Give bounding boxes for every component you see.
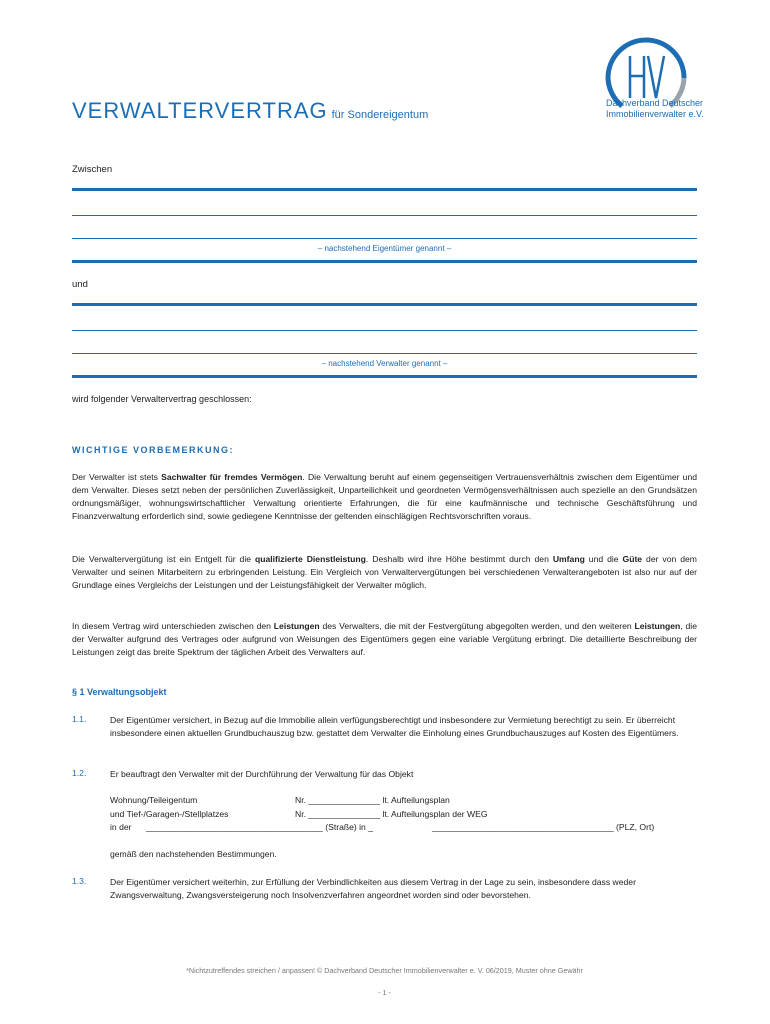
object-terms-text: gemäß den nachstehenden Bestimmungen. [110,849,277,859]
between-label: Zwischen [72,164,113,175]
remark-paragraph-3: In diesem Vertrag wird unterschieden zwischen den Leistungen des Verwalters, die mit der Festvergütung abgegolten werden, und den weiteren Leistungen, die der Verwalter aufgrund des Vertrages oder aufgrund von Weisungen des Eigentümers gegen eine variable Vergütung erbringt. Die detaillierte Beschreibung der Leistungen zeigt das breite Spektrum der täglichen Arbeit des Verwalters auf. [72,621,697,657]
object-row3-label: in der [110,822,132,832]
logo-caption-line2: Immobilienverwalter e.V. [606,109,704,119]
manager-note: – nachstehend Verwalter genannt – [321,359,448,368]
title-subtitle: für Sondereigentum [331,109,429,121]
document-title [72,98,428,124]
manager-divider-top [72,303,697,306]
logo-caption-line1: Dachverband Deutscher [606,98,704,108]
clause-text: Der Eigentümer versichert, in Bezug auf die Immobilie allein verfügungsberechtigt und insbesondere zur Vermietung berechtigt zu sein. Er überreicht insbesondere einen aktuellen Grundbuchauszug bzw. gestattet dem Verwalter die Einholung eines Grundbuchauszuges auf Kosten des Eigentümers. [110,715,679,738]
clause-number: 1.3. [72,876,87,886]
manager-name-line[interactable] [72,330,697,331]
object-row2-field[interactable]: Nr. _______________ lt. Aufteilungsplan der WEG [295,809,488,819]
remark-paragraph-2: Die Verwaltervergütung ist ein Entgelt für die qualifizierte Dienstleistung. Deshalb wird ihre Höhe bestimmt durch den Umfang und die Güte der von dem Verwalter und seinen Mitarbeitern zu erbringenden Leistung. Ein Vergleich von Verwaltervergütungen bei verschiedenen Verwalterangeboten ist also nur auf der Grundlage eines Vergleichs der Leistungen und der Leistungsfähigkeit der Verwalter möglich. [72,554,697,590]
clause-number: 1.1. [72,714,87,724]
section-1-title: § 1 Verwaltungsobjekt [72,687,167,697]
object-row1-field[interactable]: Nr. _______________ lt. Aufteilungsplan [295,795,450,805]
clause-text: Er beauftragt den Verwalter mit der Durchführung der Verwaltung für das Objekt [110,769,414,779]
object-row2-label: und Tief-/Garagen-/Stellplatzes [110,809,229,819]
concluded-text: wird folgender Verwaltervertrag geschlossen: [72,394,252,404]
owner-address-line[interactable] [72,238,697,239]
object-city-field[interactable]: ______________________________________ (PLZ, Ort) [432,822,655,832]
owner-divider-bottom [72,260,697,263]
manager-address-line[interactable] [72,353,697,354]
page-number: - 1 - [378,988,391,997]
svg-text:HV: HV [588,28,590,29]
object-row1-label: Wohnung/Teileigentum [110,795,198,805]
and-label: und [72,279,88,290]
clause-number: 1.2. [72,768,87,778]
clause-text: Der Eigentümer versichert weiterhin, zur Erfüllung der Verbindlichkeiten aus diesem Vertrag in der Lage zu sein, insbesondere dass weder Zwangsverwaltung, Zwangsversteigerung noch Insolvenzverfahren angeordnet worden sind oder bevorstehen. [110,877,636,900]
owner-divider-top [72,188,697,191]
remark-heading: WICHTIGE VORBEMERKUNG: [72,445,234,455]
footer-note: *Nichtzutreffendes streichen / anpassen! © Dachverband Deutscher Immobilienverwalter e. V. 06/2019, Muster ohne Gewähr [186,966,583,975]
object-street-field[interactable]: _____________________________________ (Straße) in _ [146,822,373,832]
title-text: VERWALTERVERTRAG [72,98,328,123]
remark-paragraph-1: Der Verwalter ist stets Sachwalter für fremdes Vermögen. Die Verwaltung beruht auf einem gegenseitigen Vertrauensverhältnis zwischen dem Eigentümer und dem Verwalter. Dieses setzt neben der persönlichen Zuverlässigkeit, Unparteilichkeit und geordneten Vermögensverhältnissen auch spezielle an den Grundsätzen ordnungsmäßiger, wohnungswirtschaftlicher Verwaltung orientierte Erfahrungen, die für eine kaufmännische und technische Geschäftsführung und Finanzverwaltung erforderlich sind, sowie gediegene Kenntnisse der geltenden einschlägigen Rechtsvorschriften voraus. [72,472,697,521]
logo-caption [606,98,706,120]
owner-name-line[interactable] [72,215,697,216]
manager-divider-bottom [72,375,697,378]
owner-note: – nachstehend Eigentümer genannt – [317,244,452,253]
